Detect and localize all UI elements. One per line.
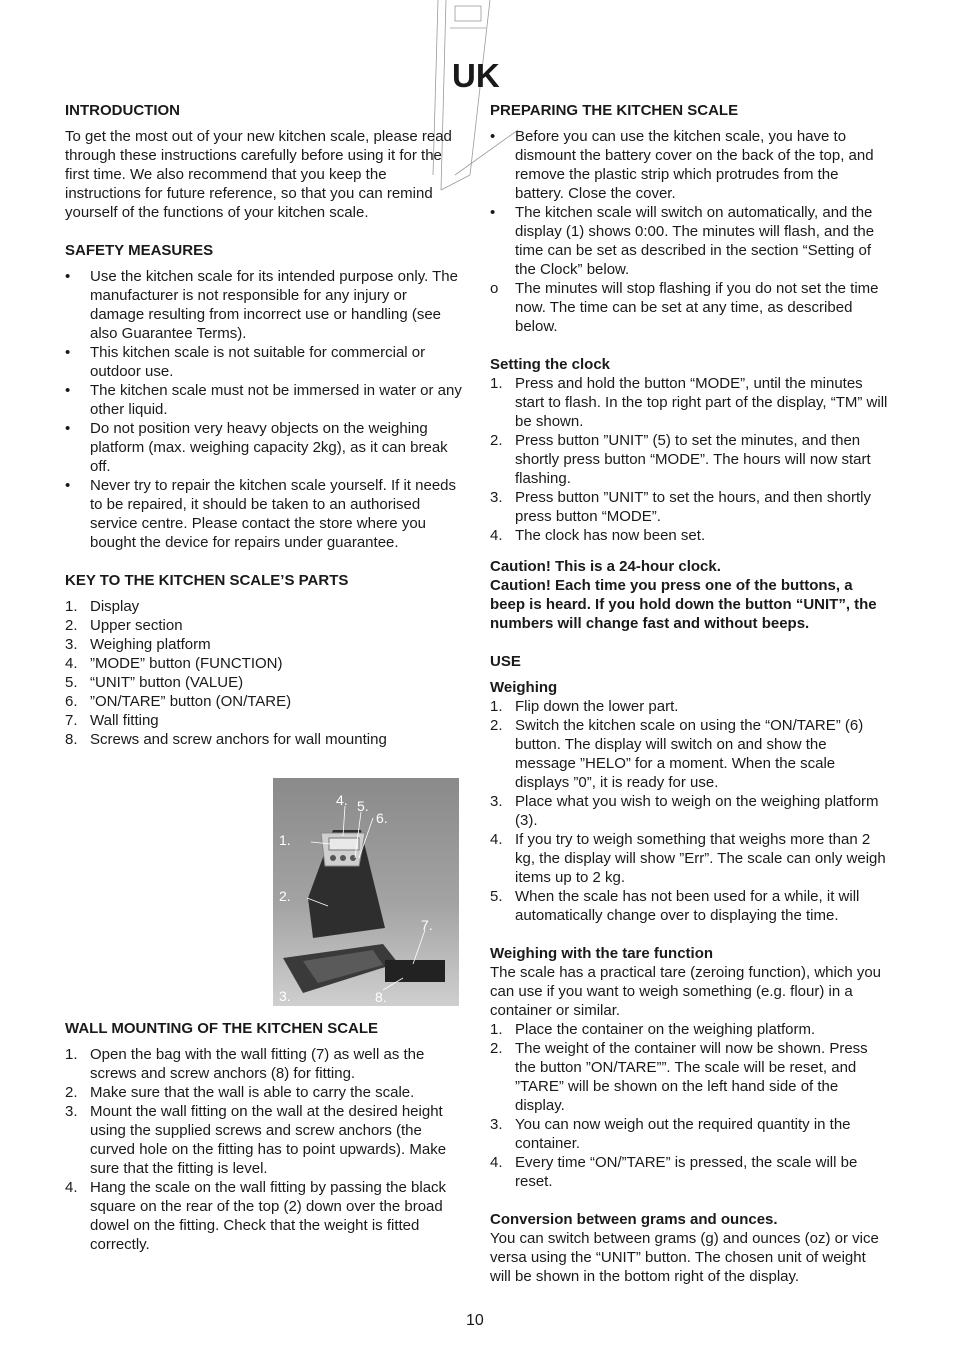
wall-mounting-section xyxy=(65,1019,465,1254)
list-item: 3. You can now weigh out the required quantity in the container. xyxy=(490,1116,851,1152)
list-item: • Use the kitchen scale for its intended purpose only. The manufacturer is not responsible for any injury or damage resulting from incorrect use or handling (see also Guarantee Terms). xyxy=(65,268,458,342)
list-item: 5. “UNIT” button (VALUE) xyxy=(65,674,244,691)
weighing-heading: Weighing xyxy=(490,679,558,696)
clock-section xyxy=(490,355,890,633)
wall-mounting-heading: WALL MOUNTING OF THE KITCHEN SCALE xyxy=(65,1020,379,1037)
parts-list xyxy=(65,597,465,749)
list-item: 2. Upper section xyxy=(65,617,183,634)
list-item: 2. Make sure that the wall is able to carry the scale. xyxy=(65,1084,415,1101)
conversion-text: You can switch between grams (g) and ounces (oz) or vice versa using the “UNIT” button. The chosen unit of weight will be shown in the bottom right of the display. xyxy=(490,1230,879,1285)
list-item: 4. If you try to weigh something that weighs more than 2 kg, the display will show ”Err”. The scale can only weigh items up to 2 kg. xyxy=(490,831,886,886)
introduction-section xyxy=(65,101,465,222)
photo-label-5: 5. xyxy=(357,798,369,814)
list-item: • Before you can use the kitchen scale, you have to dismount the battery cover on the back of the top, and remove the plastic strip which protrudes from the battery. Close the cover. xyxy=(490,128,874,202)
list-item: 4. Every time “ON/”TARE” is pressed, the scale will be reset. xyxy=(490,1154,858,1190)
introduction-heading: INTRODUCTION xyxy=(65,102,180,119)
list-item: 1. Open the bag with the wall fitting (7) as well as the screws and screw anchors (8) for fitting. xyxy=(65,1046,425,1082)
clock-list xyxy=(490,374,890,545)
list-item: o The minutes will stop flashing if you do not set the time now. The time can be set at any time, as described below. xyxy=(490,280,879,335)
photo-label-4: 4. xyxy=(336,792,348,808)
photo-label-3: 3. xyxy=(279,988,291,1004)
list-item: 4. ”MODE” button (FUNCTION) xyxy=(65,655,283,672)
wall-mounting-list xyxy=(65,1045,465,1254)
list-item: • Never try to repair the kitchen scale yourself. If it needs to be repaired, it should be taken to an authorised service centre. Please contact the store where you bought the device for repairs under guarantee. xyxy=(65,477,456,551)
language-label: UK xyxy=(452,57,500,94)
page-number: 10 xyxy=(466,1312,484,1329)
preparing-heading: PREPARING THE KITCHEN SCALE xyxy=(490,102,739,119)
list-item: 8. Screws and screw anchors for wall mounting xyxy=(65,731,387,748)
list-item: 3. Press button ”UNIT” to set the hours, and then shortly press button “MODE”. xyxy=(490,489,872,525)
list-item: 2. The weight of the container will now be shown. Press the button ”ON/TARE””. The scale will be reset, and ”TARE” will be shown on the left hand side of the display. xyxy=(490,1040,868,1114)
use-section xyxy=(490,652,890,1286)
photo-label-1: 1. xyxy=(279,832,291,848)
list-item: 2. Press button ”UNIT” (5) to set the minutes, and then shortly press button “MODE”. The hours will now start flashing. xyxy=(490,432,871,487)
list-item: 2. Switch the kitchen scale on using the “ON/TARE” (6) button. The display will switch on and show the message ”HELO” for a moment. When the scale displays ”0”, it is ready for use. xyxy=(490,717,864,791)
parts-heading: KEY TO THE KITCHEN SCALE’S PARTS xyxy=(65,572,349,589)
weighing-list xyxy=(490,697,890,925)
kitchen-scale-photo xyxy=(273,778,459,1006)
list-item: 5. When the scale has not been used for a while, it will automatically change over to displaying the time. xyxy=(490,888,860,924)
right-column xyxy=(490,101,890,1286)
conversion-heading: Conversion between grams and ounces. xyxy=(490,1211,778,1228)
left-column xyxy=(65,101,465,749)
list-item: 1. Place the container on the weighing platform. xyxy=(490,1021,816,1038)
photo-label-7: 7. xyxy=(421,917,433,933)
safety-heading: SAFETY MEASURES xyxy=(65,242,214,259)
list-item: 3. Weighing platform xyxy=(65,636,211,653)
list-item: 3. Place what you wish to weigh on the weighing platform (3). xyxy=(490,793,879,829)
parts-section xyxy=(65,571,465,749)
tare-heading: Weighing with the tare function xyxy=(490,945,714,962)
introduction-text: To get the most out of your new kitchen scale, please read through these instructions carefully before using it for the first time. We also recommend that you keep the instructions for future reference, so that you can remind yourself of the functions of your kitchen scale. xyxy=(65,128,452,221)
list-item: 3. Mount the wall fitting on the wall at the desired height using the supplied screws and screw anchors (the curved hole on the fitting has to point upwards). Make sure that the fitting is level. xyxy=(65,1103,447,1177)
use-heading: USE xyxy=(490,653,521,670)
safety-section xyxy=(65,241,465,552)
list-item: • The kitchen scale will switch on automatically, and the display (1) shows 0:00. The minutes will flash, and the time can be set as described in the section “Setting of the Clock” below. xyxy=(490,204,875,278)
preparing-list xyxy=(490,127,890,336)
safety-list xyxy=(65,267,465,552)
list-item: 1. Flip down the lower part. xyxy=(490,698,679,715)
caution-beep: Caution! Each time you press one of the buttons, a beep is heard. If you hold down the button “UNIT”, the numbers will change fast and without beeps. xyxy=(490,577,877,632)
list-item: 4. The clock has now been set. xyxy=(490,527,706,544)
list-item: 1. Press and hold the button “MODE”, until the minutes start to flash. In the top right part of the display, “TM” will be shown. xyxy=(490,375,888,430)
list-item: 1. Display xyxy=(65,598,140,615)
list-item: • The kitchen scale must not be immersed in water or any other liquid. xyxy=(65,382,462,418)
list-item: 6. ”ON/TARE” button (ON/TARE) xyxy=(65,693,292,710)
photo-label-2: 2. xyxy=(279,888,291,904)
caution-24h: Caution! This is a 24-hour clock. xyxy=(490,558,721,575)
photo-label-8: 8. xyxy=(375,989,387,1005)
list-item: • This kitchen scale is not suitable for commercial or outdoor use. xyxy=(65,344,426,380)
preparing-section xyxy=(490,101,890,336)
list-item: 4. Hang the scale on the wall fitting by passing the black square on the rear of the top (2) down over the broad dowel on the fitting. Check that the weight is fitted correctly. xyxy=(65,1179,447,1253)
photo-label-6: 6. xyxy=(376,810,388,826)
clock-heading: Setting the clock xyxy=(490,356,611,373)
list-item: 7. Wall fitting xyxy=(65,712,159,729)
tare-list xyxy=(490,1020,890,1191)
list-item: • Do not position very heavy objects on the weighing platform (max. weighing capacity 2kg), as it can break off. xyxy=(65,420,448,475)
tare-text: The scale has a practical tare (zeroing function), which you can use if you want to weigh something (e.g. flour) in a container or similar. xyxy=(490,964,882,1019)
